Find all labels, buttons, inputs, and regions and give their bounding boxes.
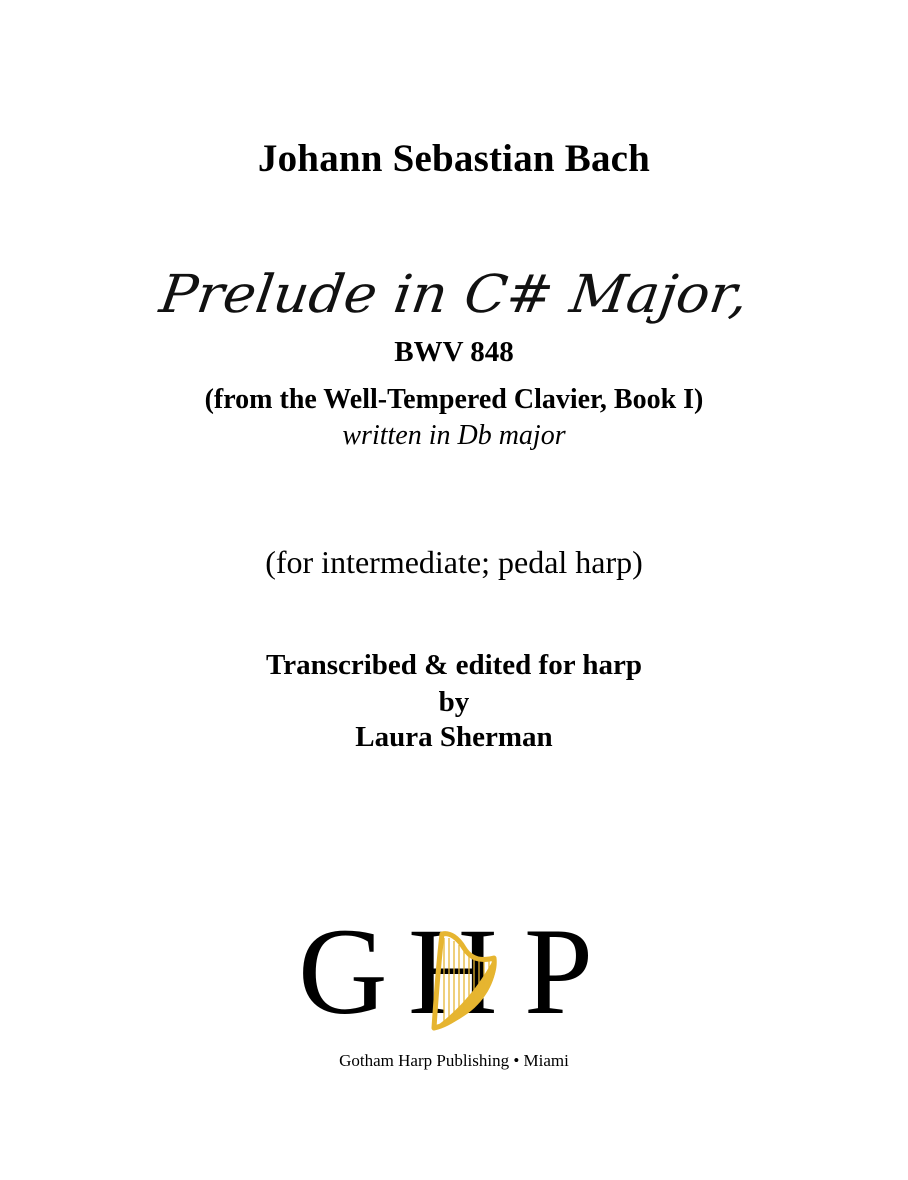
arranger-name: Laura Sherman <box>355 721 553 753</box>
credit-line: Transcribed & edited for harp <box>266 649 642 681</box>
piece-title: Prelude in C# Major, <box>156 263 752 325</box>
written-key: written in Db major <box>342 420 566 451</box>
difficulty-level: (for intermediate; pedal harp) <box>265 544 643 580</box>
logo-letter-p: P <box>524 903 593 1040</box>
logo-letter-h: H <box>408 903 498 1040</box>
credit-by: by <box>438 686 470 718</box>
source-collection: (from the Well-Tempered Clavier, Book I) <box>204 384 704 415</box>
harp-icon <box>424 928 504 1032</box>
publisher-imprint: Gotham Harp Publishing • Miami <box>339 1051 569 1070</box>
publisher-logo <box>296 903 612 1040</box>
composer-name: Johann Sebastian Bach <box>257 137 651 180</box>
catalog-number: BWV 848 <box>394 336 514 368</box>
logo-letter-g: G <box>298 903 388 1040</box>
